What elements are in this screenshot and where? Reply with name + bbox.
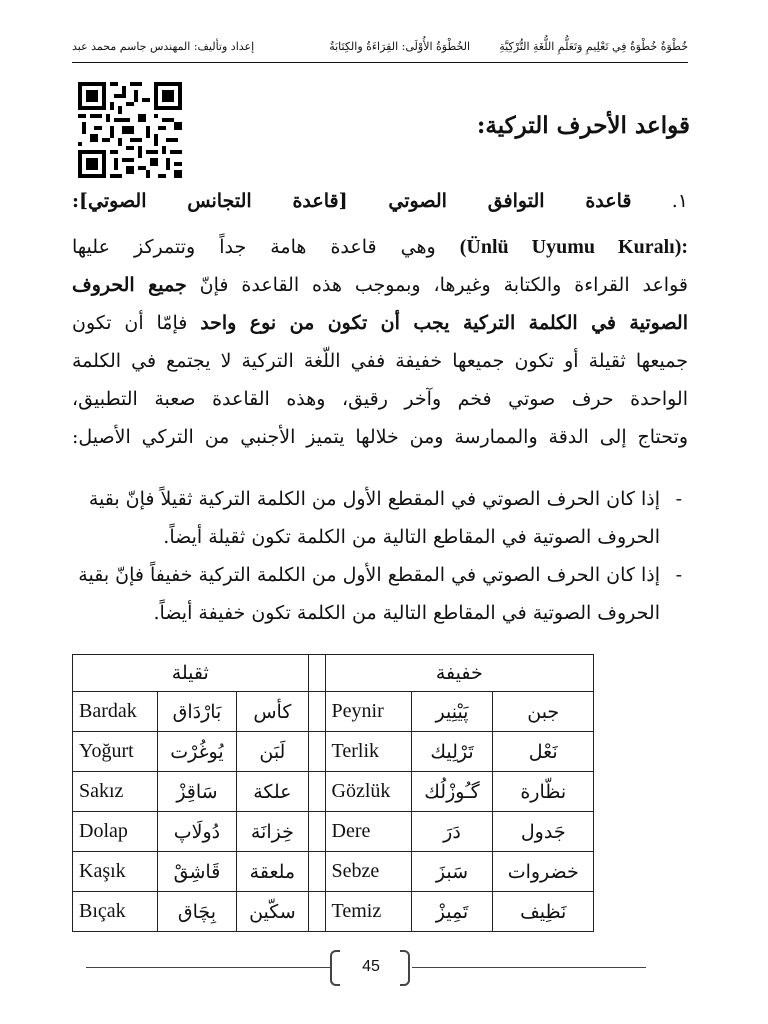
paragraph-line: جميعها ثقيلة أو تكون جميعها خفيفة ففي اللّغة التركية لا يجتمع في الكلمة	[72, 350, 688, 372]
paragraph-line: الواحدة حرف صوتي فخم وآخر رقيق، وهذه القاعدة صعبة التطبيق،	[72, 388, 688, 410]
light-turkish-word: Gözlük	[325, 772, 411, 812]
light-column-header: خفيفة	[325, 655, 593, 692]
light-pronunciation: تَمِيزْ	[411, 892, 493, 932]
light-arabic-word: نَعْل	[493, 732, 594, 772]
table-gap	[308, 812, 325, 852]
heavy-arabic-word: علكة	[237, 772, 308, 812]
heavy-arabic-word: كأس	[237, 692, 308, 732]
running-header	[72, 38, 688, 58]
heavy-turkish-word: Dolap	[73, 812, 158, 852]
light-arabic-word: نظّارة	[493, 772, 594, 812]
page-number: 45	[362, 958, 380, 975]
light-arabic-word: خضروات	[493, 852, 594, 892]
light-turkish-word: Terlik	[325, 732, 411, 772]
heavy-pronunciation: دُولَاپ	[157, 812, 236, 852]
heavy-turkish-word: Sakız	[73, 772, 158, 812]
paragraph-text: وهي قاعدة هامة جداً وتتمركز عليها	[72, 236, 436, 258]
paragraph-line	[72, 304, 688, 342]
header-book-title: خُطْوَةٌ خُطْوَةٌ فِي تَعْلِيمِ وَتَعَلُّمِ اللُّغَةِ التُّرْكِيَّةِ	[499, 40, 688, 53]
paragraph-text: فإمّا أن تكون	[72, 312, 188, 334]
heavy-pronunciation: بَارْدَاق	[157, 692, 236, 732]
rule-bullets	[72, 480, 688, 632]
heavy-column-header: ثقيلة	[73, 655, 309, 692]
heavy-arabic-word: سكّين	[237, 892, 308, 932]
table-gap	[308, 852, 325, 892]
header-author: إعداد وتأليف: المهندس جاسم محمد عبد	[72, 40, 255, 53]
heavy-pronunciation: يُوغُرْت	[157, 732, 236, 772]
table-gap	[308, 732, 325, 772]
paragraph-line	[72, 228, 688, 266]
light-arabic-word: جبن	[493, 692, 594, 732]
heavy-arabic-word: لَبَن	[237, 732, 308, 772]
header-chapter: الخُطْوَةُ الأُوْلَى: القِرَاءَةُ والكِتَابَةُ	[329, 40, 470, 53]
heavy-arabic-word: خِزانَة	[237, 812, 308, 852]
heavy-turkish-word: Kaşık	[73, 852, 158, 892]
bullet-item: - إذا كان الحرف الصوتي في المقطع الأول من الكلمة التركية ثقيلاً فإنّ بقية الحروف الصوتية في المقاطع التالية من الكلمة تكون ثقيلة أيضاً.	[72, 480, 688, 556]
light-turkish-word: Temiz	[325, 892, 411, 932]
light-turkish-word: Peynir	[325, 692, 411, 732]
bullet-item: - إذا كان الحرف الصوتي في المقطع الأول من الكلمة التركية خفيفاً فإنّ بقية الحروف الصوتية في المقاطع التالية من الكلمة تكون خفيفة أيضاً.	[72, 556, 688, 632]
heavy-turkish-word: Yoğurt	[73, 732, 158, 772]
rule-latin-name: (Ünlü Uyumu Kuralı):	[459, 236, 689, 258]
table-row	[73, 852, 594, 892]
light-pronunciation: سَبزَ	[411, 852, 493, 892]
qr-code-icon	[78, 82, 182, 178]
heavy-arabic-word: ملعقة	[237, 852, 308, 892]
paragraph-bold-text: جميع الحروف	[72, 274, 187, 296]
light-turkish-word: Dere	[325, 812, 411, 852]
footer-rule-left	[86, 967, 330, 968]
rule-number: ١.	[671, 190, 689, 212]
table-gap	[308, 892, 325, 932]
paragraph-bold-text: الصوتية في الكلمة التركية يجب أن تكون من نوع واحد	[200, 312, 688, 334]
heavy-pronunciation: قَاشِقْ	[157, 852, 236, 892]
table-row	[73, 772, 594, 812]
light-arabic-word: جَدول	[493, 812, 594, 852]
light-pronunciation: پَيْنِير	[411, 692, 493, 732]
table-row	[73, 812, 594, 852]
light-pronunciation: گـُوزْلُك	[411, 772, 493, 812]
rule-heading-text: قاعدة التوافق الصوتي [قاعدة التجانس الصوتي]:	[72, 190, 632, 212]
heavy-pronunciation: سَاقِزْ	[157, 772, 236, 812]
heavy-turkish-word: Bardak	[73, 692, 158, 732]
paragraph-text: قواعد القراءة والكتابة وغيرها، وبموجب هذه القاعدة فإنّ	[199, 274, 688, 296]
light-turkish-word: Sebze	[325, 852, 411, 892]
rule-paragraph	[72, 228, 688, 456]
rule-heading	[72, 182, 688, 220]
footer-rule-right	[412, 967, 646, 968]
table-gap	[308, 655, 325, 692]
paragraph-line: وتحتاج إلى الدقة والممارسة ومن خلالها يتميز الأجنبي من التركي الأصيل:	[72, 426, 688, 448]
table-row	[73, 732, 594, 772]
header-rule	[72, 62, 688, 63]
table-gap	[308, 692, 325, 732]
table-row	[73, 892, 594, 932]
heavy-turkish-word: Bıçak	[73, 892, 158, 932]
table-row	[73, 692, 594, 732]
table-gap	[308, 772, 325, 812]
light-pronunciation: دَرَ	[411, 812, 493, 852]
examples-table	[72, 654, 594, 932]
light-arabic-word: نَظِيف	[493, 892, 594, 932]
paragraph-line	[72, 266, 688, 304]
section-title: قواعد الأحرف التركية:	[476, 112, 690, 139]
light-pronunciation: تَرْلِيك	[411, 732, 493, 772]
heavy-pronunciation: بِچَاق	[157, 892, 236, 932]
table-header-row	[73, 655, 594, 692]
